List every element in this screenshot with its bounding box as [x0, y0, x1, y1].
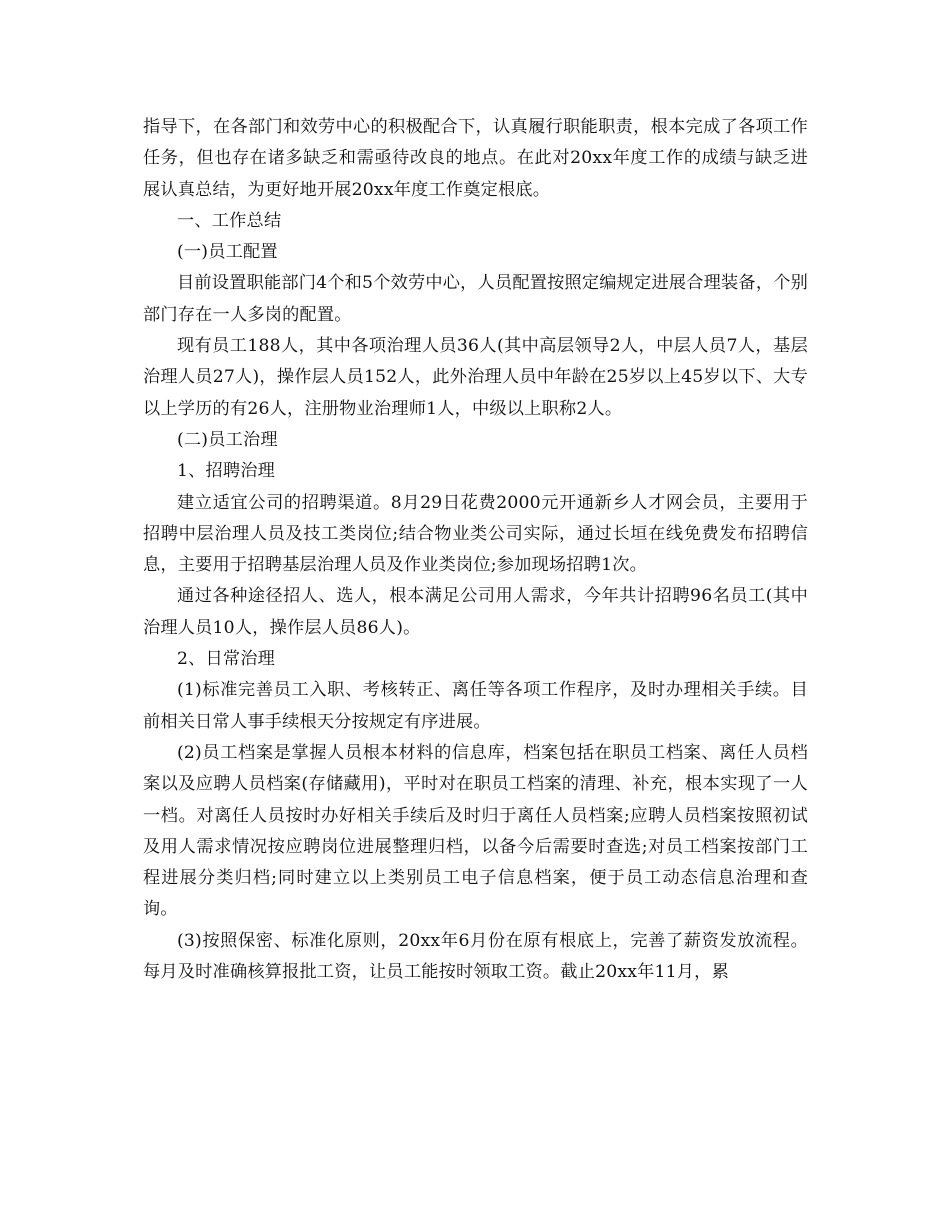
paragraph-departments: 目前设置职能部门4个和5个效劳中心，人员配置按照定编规定进展合理装备，个别部门存在一人多岗的配置。: [143, 273, 808, 325]
item-heading-daily-management: 2、日常治理: [177, 649, 276, 670]
paragraph-staff-count: 现有员工188人，其中各项治理人员36人(其中高层领导2人，中层人员7人，基层治理人员27人)，操作层人员152人，此外治理人员中年龄在25岁以上45岁以下、大专以上学历的有26人，注册物业治理师1人，中级以上职称2人。: [143, 336, 808, 419]
paragraph-intro-continued: 指导下，在各部门和效劳中心的积极配合下，认真履行职能职责，根本完成了各项工作任务，但也存在诸多缺乏和需亟待改良的地点。在此对20xx年度工作的成绩与缺乏进展认真总结，为更好地开展20xx年度工作奠定根底。: [143, 117, 808, 200]
item-heading-recruitment: 1、招聘治理: [177, 461, 276, 482]
subsection-heading-staff-management: (二)员工治理: [177, 429, 278, 450]
paragraph-recruitment-channels: 建立适宜公司的招聘渠道。8月29日花费2000元开通新乡人才网会员，主要用于招聘中层治理人员及技工类岗位;结合物业类公司实际，通过长垣在线免费发布招聘信息，主要用于招聘基层治理人员及作业类岗位;参加现场招聘1次。: [143, 492, 808, 576]
document-body: [143, 112, 808, 988]
subsection-heading-staff-allocation: (一)员工配置: [177, 242, 278, 263]
paragraph-payroll: (3)按照保密、标准化原则，20xx年6月份在原有根底上，完善了薪资发放流程。每月及时准确核算报批工资，让员工能按时领取工资。截止20xx年11月，累: [143, 930, 808, 983]
section-heading-work-summary: 一、工作总结: [177, 210, 282, 231]
paragraph-procedures: (1)标准完善员工入职、考核转正、离任等各项工作程序，及时办理相关手续。目前相关日常人事手续根天分按规定有序进展。: [143, 680, 808, 732]
paragraph-employee-files: (2)员工档案是掌握人员根本材料的信息库，档案包括在职员工档案、离任人员档案以及应聘人员档案(存储藏用)，平时对在职员工档案的清理、补充，根本实现了一人一档。对离任人员按时办好相关手续后及时归于离任人员档案;应聘人员档案按照初试及用人需求情况按应聘岗位进展整理归档，以备今后需要时查选;对员工档案按部门工程进展分类归档;同时建立以上类别员工电子信息档案，便于员工动态信息治理和查询。: [143, 742, 808, 920]
paragraph-recruitment-result: 通过各种途径招人、选人，根本满足公司用人需求，今年共计招聘96名员工(其中治理人员10人，操作层人员86人)。: [143, 586, 808, 638]
